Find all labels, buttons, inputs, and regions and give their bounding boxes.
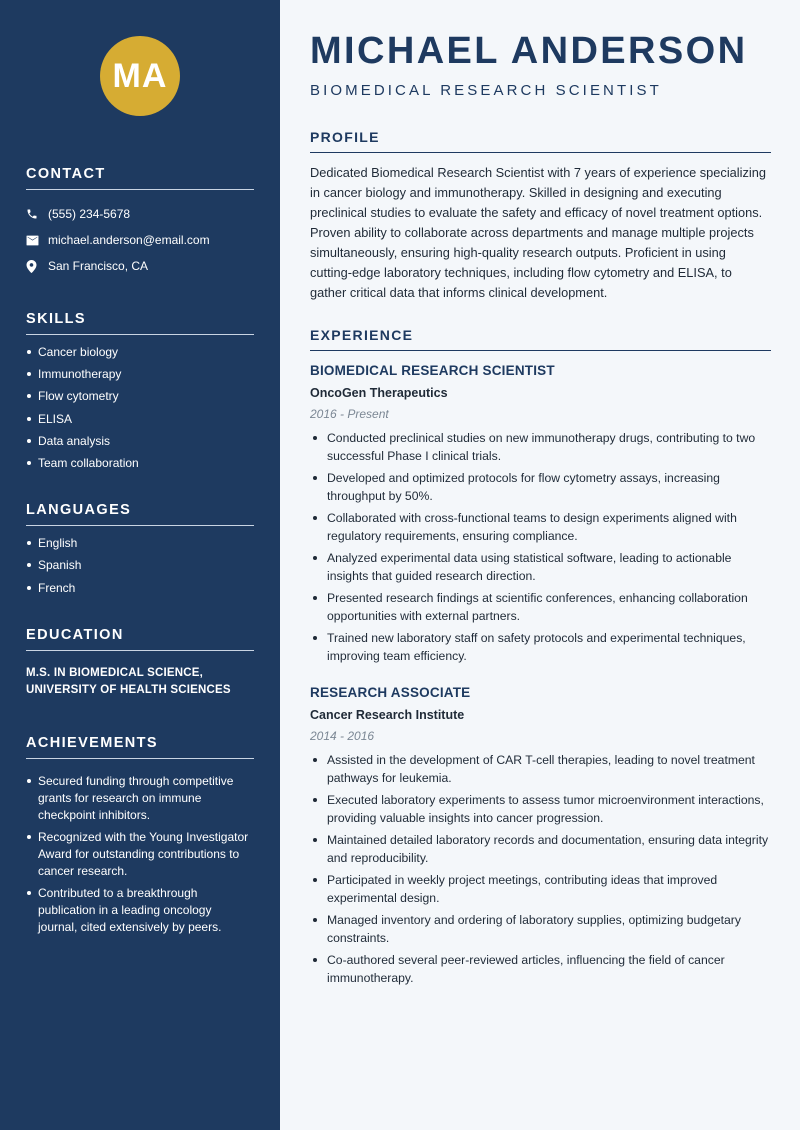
skills-heading: SKILLS [26,311,254,335]
job-title: RESEARCH ASSOCIATE [310,685,471,700]
experience-heading: EXPERIENCE [310,327,771,351]
experience-section [310,327,771,987]
contact-section [26,166,254,279]
job-bullets [310,429,771,665]
skill-item: Team collaboration [26,456,254,478]
skill-item: Flow cytometry [26,389,254,411]
profile-heading: PROFILE [310,129,771,153]
achievement-item: Contributed to a breakthrough publication in a leading oncology journal, cited extensively by peers. [26,885,254,936]
achievement-item: Recognized with the Young Investigator Award for outstanding contributions to cancer research. [26,829,254,880]
job-bullet: Co-authored several peer-reviewed articles, influencing the field of cancer immunotherapy. [310,951,771,987]
job-bullet: Maintained detailed laboratory records and documentation, ensuring data integrity and reproducibility. [310,831,771,867]
job-bullet: Trained new laboratory staff on safety protocols and experimental techniques, improving team efficiency. [310,629,771,665]
profile-section [310,129,771,303]
achievement-item: Secured funding through competitive grants for research on immune checkpoint inhibitors. [26,773,254,824]
job-bullet: Collaborated with cross-functional teams to design experiments aligned with regulatory requirements, ensuring compliance. [310,509,771,545]
job-bullet: Developed and optimized protocols for flow cytometry assays, increasing throughput by 50%. [310,469,771,505]
job-bullet: Presented research findings at scientific conferences, enhancing collaboration opportunities with external partners. [310,589,771,625]
sidebar [0,0,280,1130]
education-entry [26,665,254,699]
job-bullet: Participated in weekly project meetings, contributing ideas that improved experimental design. [310,871,771,907]
job-bullets [310,751,771,987]
achievements-section [26,735,254,936]
job-dates: 2016 - Present [310,407,389,421]
avatar [100,36,180,116]
email-icon [26,235,48,246]
main-content [280,0,800,1130]
languages-heading: LANGUAGES [26,502,254,526]
job-entry [310,685,771,987]
job-bullet: Managed inventory and ordering of laboratory supplies, optimizing budgetary constraints. [310,911,771,947]
skills-list [26,345,254,478]
job-company: OncoGen Therapeutics [310,386,448,400]
languages-section [26,502,254,603]
job-title: BIOMEDICAL RESEARCH SCIENTIST [310,363,555,378]
contact-phone-row [26,201,254,227]
location-pin-icon [26,260,48,273]
education-section [26,627,254,699]
education-school: UNIVERSITY OF HEALTH SCIENCES [26,683,231,696]
achievements-heading: ACHIEVEMENTS [26,735,254,759]
job-company: Cancer Research Institute [310,708,465,722]
achievements-list [26,773,254,936]
contact-location-row [26,253,254,279]
phone-icon [26,208,48,220]
job-bullet: Assisted in the development of CAR T-cell therapies, leading to novel treatment pathways for leukemia. [310,751,771,787]
job-dates: 2014 - 2016 [310,729,375,743]
language-item: Spanish [26,558,254,580]
skills-section [26,311,254,478]
job-bullet: Analyzed experimental data using statistical software, leading to actionable insights that guided research direction. [310,549,771,585]
candidate-title: BIOMEDICAL RESEARCH SCIENTIST [310,82,662,99]
job-bullet: Conducted preclinical studies on new immunotherapy drugs, contributing to two successful Phase I clinical trials. [310,429,771,465]
skill-item: Immunotherapy [26,367,254,389]
contact-email[interactable]: michael.anderson@email.com [48,233,210,247]
profile-text: Dedicated Biomedical Research Scientist with 7 years of experience specializing in cancer biology and immunotherapy. Skilled in designing and executing preclinical studies to evaluate the safety and efficacy of novel treatment options. Proven ability to collaborate across departments and manage multiple projects simultaneously, ensuring high-quality research outputs. Proficient in using cutting-edge laboratory techniques, including flow cytometry and ELISA, to gather critical data that informs clinical development. [310,165,766,300]
language-item: French [26,581,254,603]
contact-heading: CONTACT [26,166,254,190]
contact-phone[interactable]: (555) 234-5678 [48,207,131,221]
language-item: English [26,536,254,558]
languages-list [26,536,254,603]
contact-email-row [26,227,254,253]
education-heading: EDUCATION [26,627,254,651]
skill-item: ELISA [26,412,254,434]
candidate-name: MICHAEL ANDERSON [310,30,748,72]
avatar-initials: MA [112,56,168,95]
job-bullet: Executed laboratory experiments to assess tumor microenvironment interactions, providing valuable insights into cancer progression. [310,791,771,827]
contact-location: San Francisco, CA [48,259,149,273]
skill-item: Data analysis [26,434,254,456]
education-degree: M.S. IN BIOMEDICAL SCIENCE, [26,666,204,679]
job-entry [310,363,771,665]
skill-item: Cancer biology [26,345,254,367]
